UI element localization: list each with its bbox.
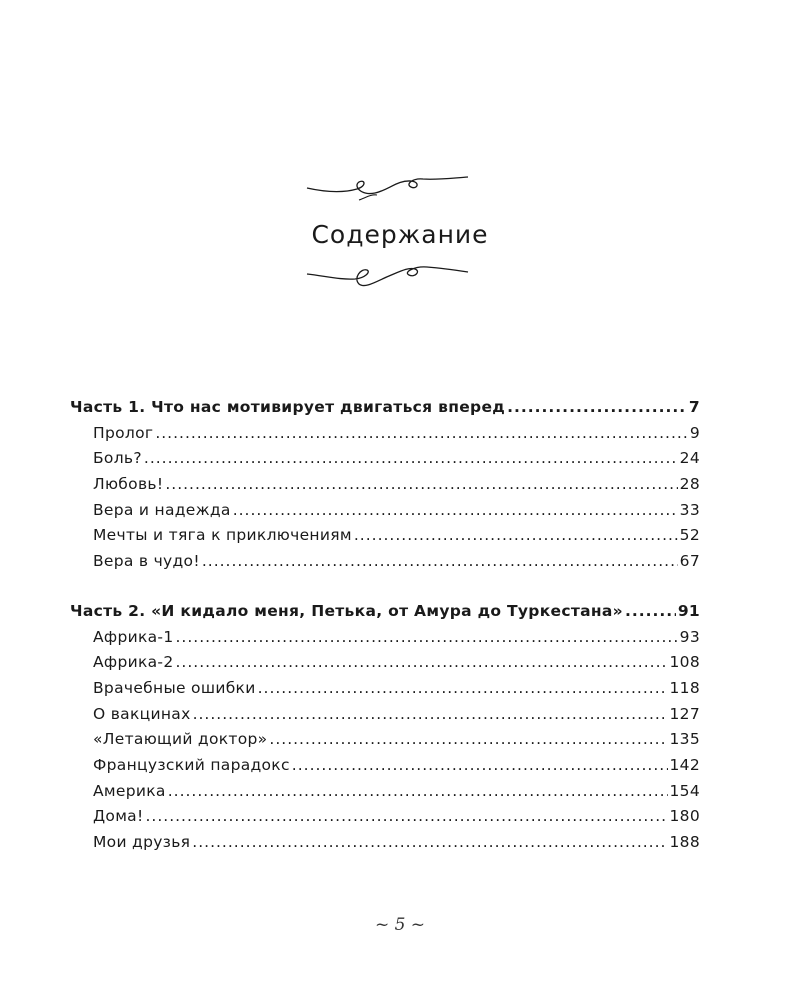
- toc-item[interactable]: [70, 449, 700, 475]
- toc-item[interactable]: [70, 424, 700, 450]
- toc-item[interactable]: [70, 552, 700, 578]
- toc-item[interactable]: [70, 628, 700, 654]
- toc-page-number: 9: [689, 423, 700, 442]
- toc-item-label: Любовь!: [93, 475, 164, 494]
- toc-item-label: Мечты и тяга к приключениям: [93, 526, 352, 545]
- toc-page-number: 118: [669, 678, 700, 697]
- dot-leader: [175, 628, 677, 646]
- dot-leader: [193, 705, 668, 723]
- toc-item[interactable]: [70, 807, 700, 833]
- toc-page-number: 180: [669, 807, 700, 826]
- toc-page-number: 108: [669, 653, 700, 672]
- dot-leader: [192, 833, 667, 851]
- dot-leader: [269, 730, 667, 748]
- toc-item[interactable]: [70, 501, 700, 527]
- toc-part-label: Часть 2. «И кидало меня, Петька, от Амура до Туркестана»: [70, 601, 623, 620]
- toc-page-number: 135: [669, 730, 700, 749]
- dot-leader: [168, 782, 668, 800]
- toc-page-number: 142: [669, 755, 700, 774]
- toc-part-label: Часть 1. Что нас мотивирует двигаться вперед: [70, 398, 506, 416]
- dot-leader: [292, 756, 668, 774]
- toc-item[interactable]: [70, 679, 700, 705]
- toc-item-label: Америка: [93, 781, 166, 800]
- toc-item-label: Французский парадокс: [93, 755, 290, 774]
- dot-leader: [354, 526, 678, 544]
- toc-page-number: 188: [669, 833, 700, 851]
- toc-item-label: «Летающий доктор»: [93, 730, 268, 749]
- toc-item[interactable]: [70, 756, 700, 782]
- page-title: Содержание: [311, 220, 489, 249]
- toc-page-number: 127: [669, 704, 700, 723]
- toc-page-number: 7: [688, 398, 700, 416]
- toc-item[interactable]: [70, 475, 700, 501]
- toc-page-number: 24: [679, 449, 700, 468]
- toc-item[interactable]: [70, 730, 700, 756]
- toc-item-label: О вакцинах: [93, 704, 191, 723]
- toc-item-label: Мои друзья: [93, 833, 191, 851]
- flourish-icon: [305, 174, 470, 204]
- toc-item[interactable]: [70, 705, 700, 731]
- toc-item-label: Пролог: [93, 423, 154, 442]
- bottom-flourish-ornament: [305, 262, 470, 292]
- toc-page-number: 52: [679, 526, 700, 545]
- dot-leader: [165, 475, 677, 493]
- toc-item[interactable]: [70, 653, 700, 679]
- toc-item-label: Боль?: [93, 449, 142, 468]
- toc-part-2[interactable]: [70, 602, 700, 628]
- section-spacer: [70, 578, 700, 602]
- dot-leader: [175, 653, 667, 671]
- toc-page-number: 67: [679, 552, 700, 571]
- dot-leader: [233, 501, 678, 519]
- toc-item-label: Африка-2: [93, 653, 174, 672]
- toc-item-label: Африка-1: [93, 627, 174, 646]
- dot-leader: [258, 679, 668, 697]
- toc-item[interactable]: [70, 782, 700, 808]
- flourish-icon: [305, 262, 470, 292]
- page-number: ~ 5 ~: [374, 915, 426, 935]
- dot-leader: [625, 602, 676, 620]
- dot-leader: [146, 807, 668, 825]
- toc-item-label: Вера в чудо!: [93, 552, 200, 571]
- toc-page-number: 33: [679, 500, 700, 519]
- toc-page-number: 91: [677, 601, 700, 620]
- top-flourish-ornament: [305, 174, 470, 204]
- toc-page-number: 28: [679, 475, 700, 494]
- toc-page-number: 93: [679, 627, 700, 646]
- dot-leader: [155, 424, 688, 442]
- dot-leader: [507, 398, 687, 416]
- dot-leader: [144, 449, 678, 467]
- toc-page-number: 154: [669, 781, 700, 800]
- toc-item-label: Врачебные ошибки: [93, 678, 256, 697]
- toc-item-label: Вера и надежда: [93, 500, 231, 519]
- dot-leader: [202, 552, 678, 570]
- toc-item-label: Дома!: [93, 807, 144, 826]
- toc-item[interactable]: [70, 833, 700, 859]
- toc-part-1[interactable]: [70, 398, 700, 424]
- toc-item[interactable]: [70, 526, 700, 552]
- table-of-contents: [70, 398, 700, 859]
